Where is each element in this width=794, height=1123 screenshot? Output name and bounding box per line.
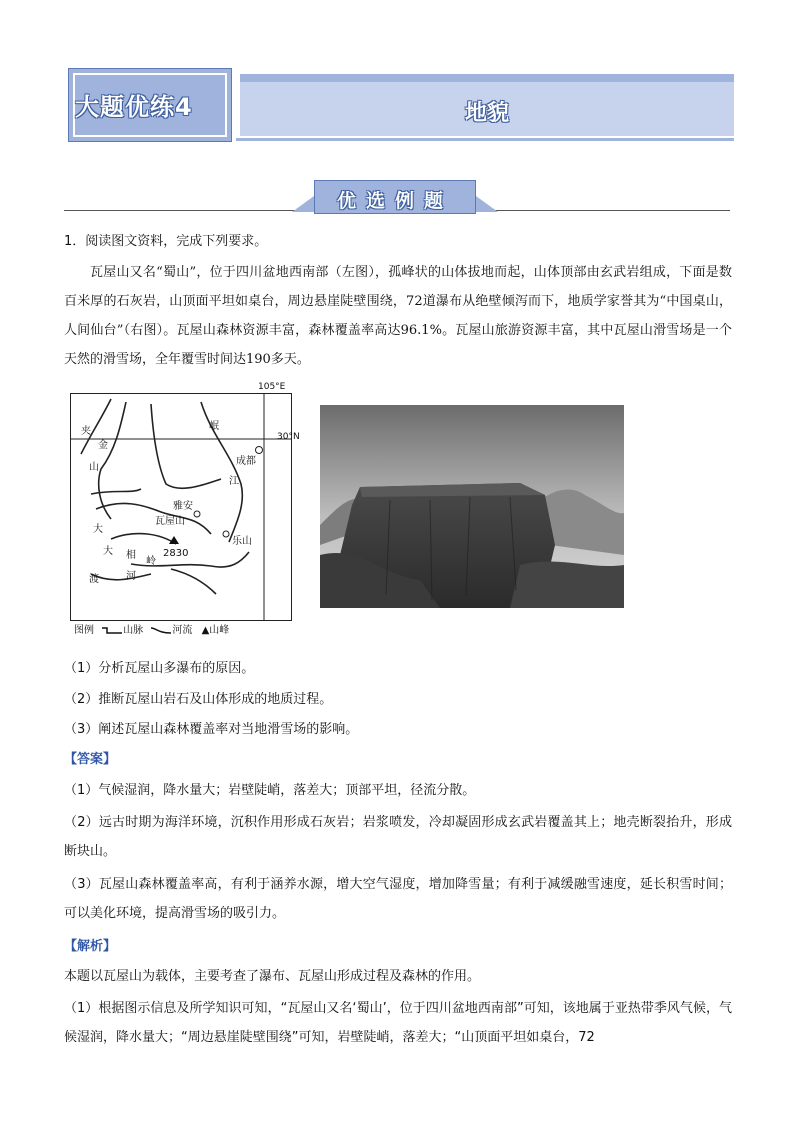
river-line	[171, 569, 216, 594]
city-marker-yaan	[194, 511, 200, 517]
map-label-wawushan: 瓦屋山	[155, 516, 185, 527]
legend-mountain: 山脉	[123, 625, 144, 636]
legend-river: 河流	[172, 625, 193, 636]
analysis-1: （1）根据图示信息及所学知识可知，“瓦屋山又名‘蜀山’，位于四川盆地西南部”可知，该地属于亚热带季风气候，气候湿润，降水量大；“周边悬崖陡壁围绕”可知，岩壁陡峭，落差大；“山顶面平坦如桌台，72	[64, 1001, 732, 1045]
sub-question-2: （2）推断瓦屋山岩石及山体形成的地质过程。	[64, 692, 333, 707]
map-label-jia: 夹	[81, 426, 91, 437]
legend-peak: 山峰	[209, 625, 230, 636]
river-line	[111, 534, 176, 544]
analysis-intro: 本题以瓦屋山为载体，主要考查了瀑布、瓦屋山形成过程及森林的作用。	[64, 969, 481, 984]
map-label-chengdu: 成都	[236, 456, 256, 467]
map-longitude-label: 105°E	[258, 382, 286, 392]
section-badge	[314, 180, 476, 214]
map-label-he: 河	[126, 571, 136, 582]
map-label-xiang: 相	[126, 550, 136, 561]
badge-wing-right	[476, 196, 498, 212]
map-label-ling: 岭	[146, 556, 156, 567]
map-label-min: 岷	[209, 421, 219, 432]
map-label-shan: 山	[89, 462, 99, 473]
map-label-leshan: 乐山	[232, 536, 252, 547]
question-passage: 瓦屋山又名“蜀山”，位于四川盆地西南部（左图），孤峰状的山体拔地而起，山体顶部由玄武岩组成，下面是数百米厚的石灰岩，山顶面平坦如桌台，周边悬崖陡壁围绕，72道瀑布从绝壁倾泻而下，地质学家誉其为“中国桌山，人间仙台”（右图）。瓦屋山森林资源丰富，森林覆盖率高达96.1%。瓦屋山旅游资源丰富，其中瓦屋山滑雪场是一个天然的滑雪场，全年覆雪时间达190多天。	[64, 265, 732, 367]
header-topic: 地貌	[464, 101, 509, 126]
location-map	[70, 393, 292, 621]
legend-title: 图例	[74, 625, 94, 636]
answer-tag: 【答案】	[64, 752, 117, 767]
section-badge-label: 优选例题	[336, 190, 453, 212]
sub-question-1: （1）分析瓦屋山多瀑布的原因。	[64, 661, 255, 676]
map-label-yaan: 雅安	[173, 501, 193, 512]
answer-2: （2）远古时期为海洋环境，沉积作用形成石灰岩；岩浆喷发，冷却凝固形成玄武岩覆盖其上；地壳断裂抬升，形成断块山。	[64, 815, 732, 859]
header-topic-box	[236, 74, 734, 136]
river-line	[99, 402, 126, 519]
map-label-da1: 大	[93, 524, 103, 535]
header-banner	[68, 68, 734, 142]
answer-3: （3）瓦屋山森林覆盖率高，有利于涵养水源，增大空气湿度，增加降雪量；有利于减缓融雪速度，延长积雪时间；可以美化环境，提高滑雪场的吸引力。	[64, 877, 732, 921]
question-intro: 1．阅读图文资料，完成下列要求。	[64, 234, 268, 249]
map-legend	[74, 622, 229, 640]
answer-1: （1）气候湿润，降水量大；岩壁陡峭，落差大；顶部平坦，径流分散。	[64, 783, 476, 798]
city-marker-leshan	[223, 531, 229, 537]
river-line	[91, 574, 151, 580]
map-label-du: 渡	[89, 574, 99, 585]
river-legend-icon	[150, 625, 172, 635]
peak-legend-icon: ▲	[201, 625, 210, 636]
map-label-jiang: 江	[229, 476, 239, 487]
river-line	[201, 402, 242, 542]
map-latitude-label: 30°N	[277, 432, 300, 442]
map-drawing	[71, 394, 291, 620]
analysis-tag: 【解析】	[64, 939, 117, 954]
map-label-elevation: 2830	[163, 548, 189, 559]
sub-question-3: （3）阐述瓦屋山森林覆盖率对当地滑雪场的影响。	[64, 722, 359, 737]
badge-wing-left	[292, 196, 314, 212]
map-label-da2: 大	[103, 546, 113, 557]
city-marker-chengdu	[256, 447, 263, 454]
river-line	[96, 503, 211, 534]
mountain-legend-icon	[101, 625, 123, 635]
map-label-jin: 金	[98, 440, 108, 451]
header-label-box	[68, 68, 232, 142]
river-line	[151, 404, 221, 488]
table-mountain-photo	[320, 405, 624, 608]
header-label: 大题优练4	[75, 93, 193, 121]
